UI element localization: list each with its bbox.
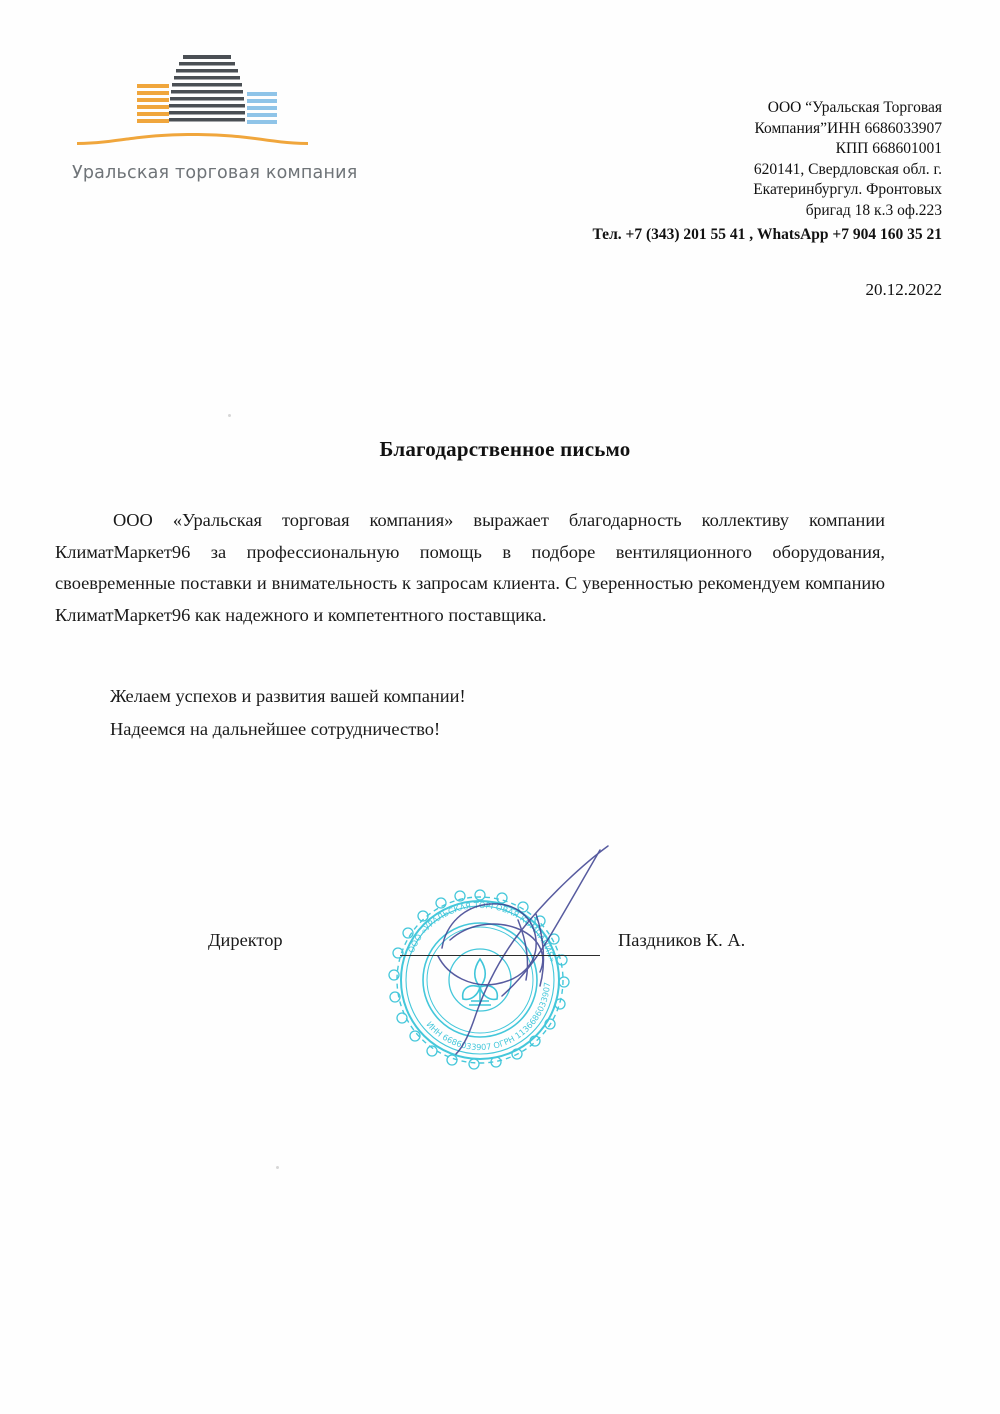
company-phones: Тел. +7 (343) 201 55 41 , WhatsApp +7 904 160 35 21	[592, 225, 942, 243]
company-logo	[70, 50, 410, 183]
signature-row	[0, 930, 1000, 970]
wish-line-1: Желаем успехов и развития вашей компании!	[110, 686, 466, 706]
scan-speck	[276, 1166, 279, 1169]
stamp-text-bottom: ИНН 6686033907 ОГРН 1136686033907	[424, 981, 553, 1053]
company-line-3: КПП 668601001	[835, 140, 942, 158]
company-line-4: 620141, Свердловская обл. г.	[753, 160, 942, 178]
wishes-block	[110, 680, 870, 746]
company-line-5: Екатеринбургул. Фронтовых	[753, 181, 942, 199]
stamp-text-top: ООО «УРАЛЬСКАЯ ТОРГОВАЯ КОМПАНИЯ»	[405, 899, 558, 964]
body-text: ООО «Уральская торговая компания» выражает благодарность коллективу компании КлиматМаркет96 за профессиональную помощь в подборе вентиляционного оборудования, своевременные поставки и внимательность к запросам клиента. С уверенностью рекомендуем компанию КлиматМаркет96 как надежного и компетентного поставщика.	[55, 510, 885, 625]
scan-speck	[228, 414, 231, 417]
company-stamp	[385, 885, 575, 1075]
signature-name: Паздников К. А.	[618, 930, 746, 950]
body-paragraph	[55, 505, 885, 632]
letterhead	[0, 40, 1000, 255]
company-line-1: ООО “Уральская Торговая	[767, 99, 942, 116]
logo-caption: Уральская торговая компания	[72, 163, 358, 183]
company-line-6: бригад 18 к.3 оф.223	[805, 202, 942, 220]
company-contact-info	[512, 98, 942, 245]
signature-line	[400, 955, 600, 956]
document-date: 20.12.2022	[865, 280, 942, 299]
signature-role: Директор	[208, 930, 283, 950]
company-line-2: Компания”ИНН 6686033907	[754, 119, 942, 137]
wish-line-2: Надеемся на дальнейшее сотрудничество!	[110, 718, 441, 739]
page-title: Благодарственное письмо	[379, 437, 631, 461]
logo-building-icon	[75, 50, 310, 155]
svg-text:ИНН 6686033907 ОГРН 1136686033	[425, 982, 552, 1052]
